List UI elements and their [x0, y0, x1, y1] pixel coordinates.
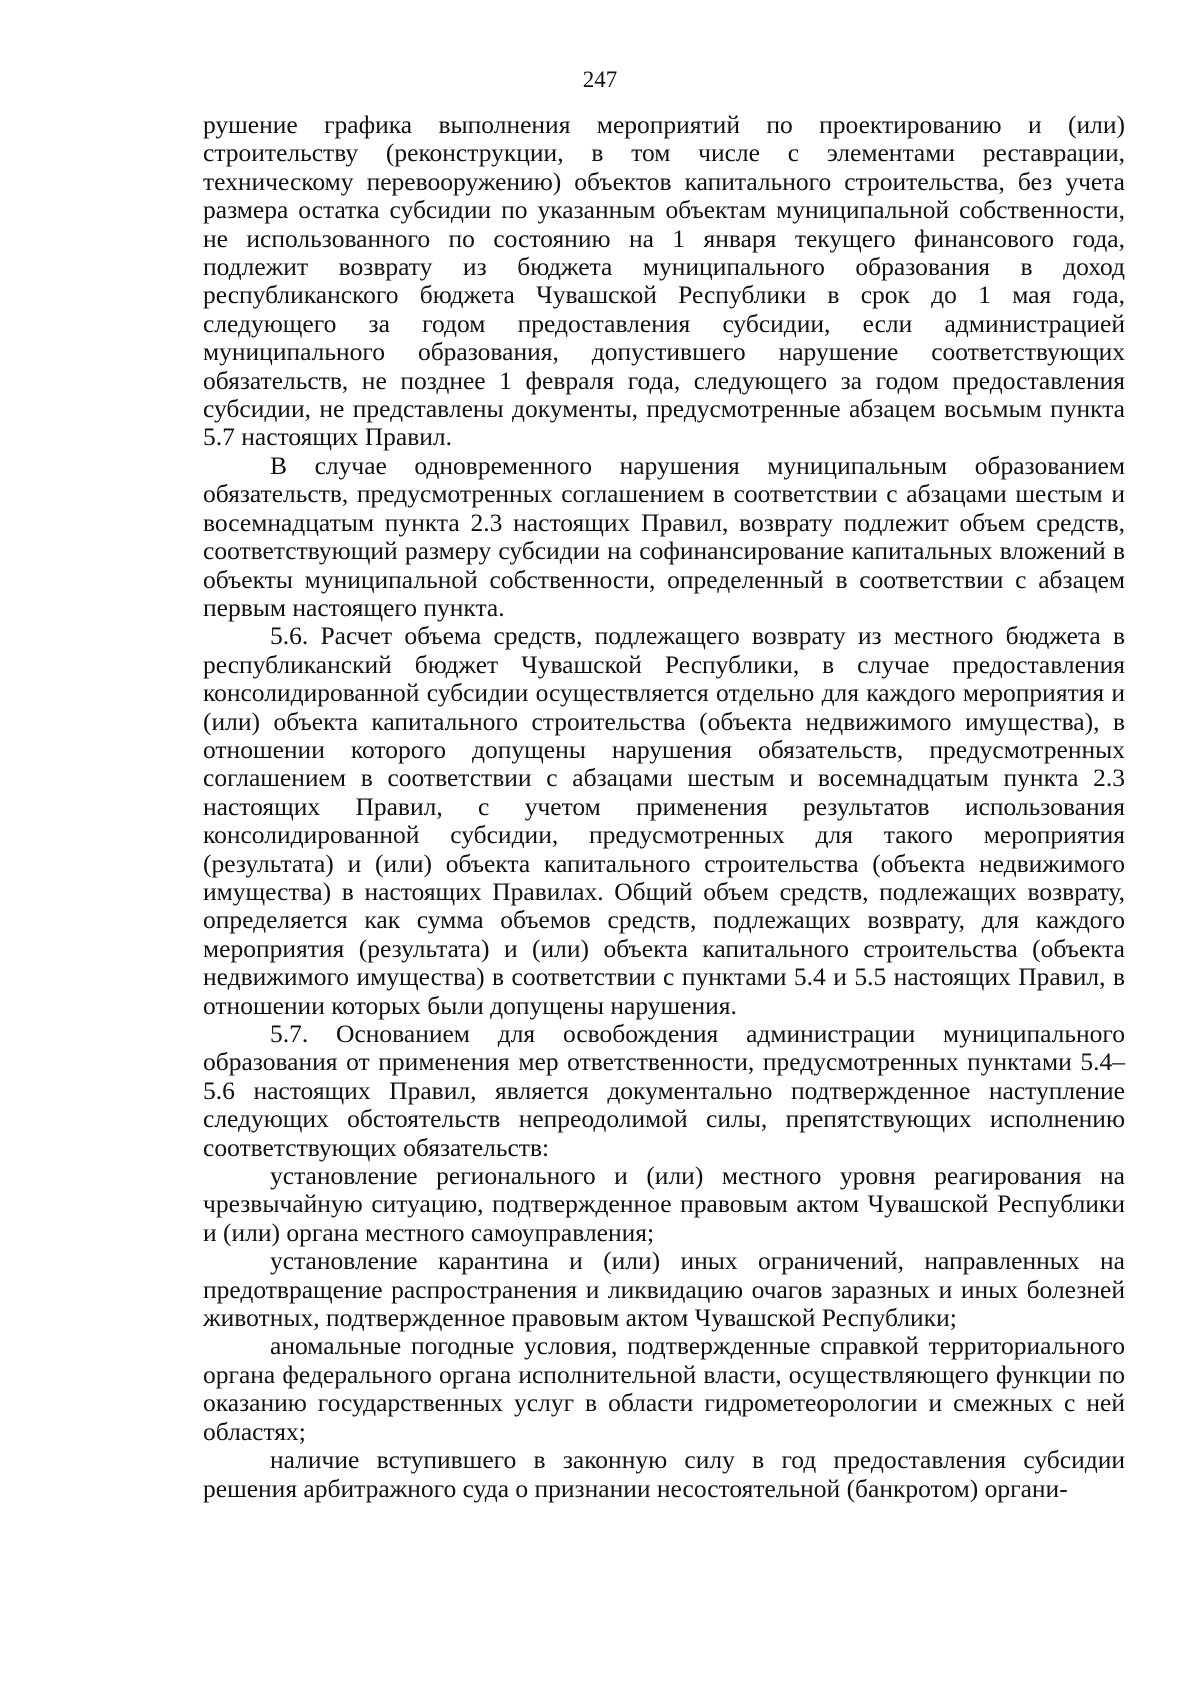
list-item-bankruptcy: наличие вступившего в законную силу в год предоставления субсидии решения арбитражного суда о признании несостоятельной (банкротом) органи- [203, 1445, 1125, 1503]
list-item-quarantine: установление карантина и (или) иных ограничений, направленных на предотвращение распространения и ликвидацию очагов заразных и иных болезней животных, подтвержденное правовым актом Чувашской Республики; [203, 1246, 1125, 1333]
paragraph-clause-5-7: 5.7. Основанием для освобождения администрации муниципального образования от применения мер ответственности, предусмотренных пунктами 5.4–5.6 настоящих Правил, является документально подтвержденное наступление следующих обстоятельств непреодолимой силы, препятствующих исполнению соответствующих обязательств: [203, 1019, 1125, 1162]
paragraph-clause-5-6: 5.6. Расчет объема средств, подлежащего возврату из местного бюджета в республиканский бюджет Чувашской Республики, в случае предоставления консолидированной субсидии осуществляется отдельно для каждого мероприятия и (или) объекта капитального строительства (объекта недвижимого имущества), в отношении которого допущены нарушения обязательств, предусмотренных соглашением в соответствии с абзацами шестым и восемнадцатым пункта 2.3 настоящих Правил, с учетом применения результатов использования консолидированной субсидии, предусмотренных для такого мероприятия (результата) и (или) объекта капитального строительства (объекта недвижимого имущества) в настоящих Правилах. Общий объем средств, подлежащих возврату, определяется как сумма объемов средств, подлежащих возврату, для каждого мероприятия (результата) и (или) объекта капитального строительства (объекта недвижимого имущества) в соответствии с пунктами 5.4 и 5.5 настоящих Правил, в отношении которых были допущены нарушения. [203, 621, 1125, 1020]
page-number: 247 [582, 67, 618, 92]
paragraph-continuation: рушение графика выполнения мероприятий по проектированию и (или) строительству (реконструкции, в том числе с элементами реставрации, техническому перевооружению) объектов капитального строительства, без учета размера остатка субсидии по указанным объектам муниципальной собственности, не использованного по состоянию на 1 января текущего финансового года, подлежит возврату из бюджета муниципального образования в доход республиканского бюджета Чувашской Республики в срок до 1 мая года, следующего за годом предоставления субсидии, если администрацией муниципального образования, допустившего нарушение соответствующих обязательств, не позднее 1 февраля года, следующего за годом предоставления субсидии, не представлены документы, предусмотренные абзацем восьмым пункта 5.7 настоящих Правил. [203, 110, 1125, 452]
list-item-emergency-response: установление регионального и (или) местного уровня реагирования на чрезвычайную ситуацию, подтвержденное правовым актом Чувашской Республики и (или) органа местного самоуправления; [203, 1161, 1125, 1247]
document-body [203, 111, 1125, 1503]
paragraph-simultaneous-violation: В случае одновременного нарушения муниципальным образованием обязательств, предусмотренных соглашением в соответствии с абзацами шестым и восемнадцатым пункта 2.3 настоящих Правил, возврату подлежит объем средств, соответствующий размеру субсидии на софинансирование капитальных вложений в объекты муниципальной собственности, определенный в соответствии с абзацем первым настоящего пункта. [203, 450, 1125, 622]
list-item-abnormal-weather: аномальные погодные условия, подтвержденные справкой территориального органа федерального органа исполнительной власти, осуществляющего функции по оказанию государственных услуг в области гидрометеорологии и смежных с ней областях; [203, 1331, 1125, 1446]
